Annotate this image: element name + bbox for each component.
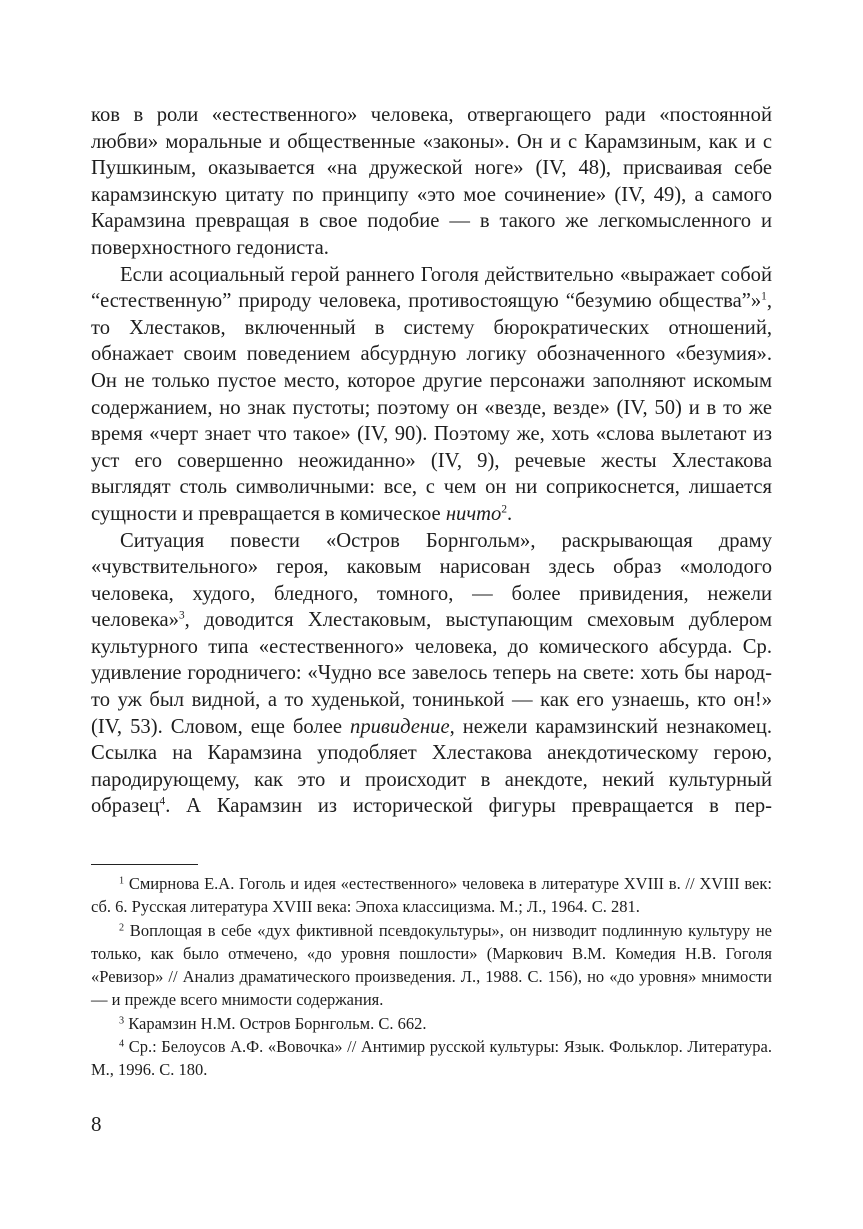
paragraph-2-italic: ничто xyxy=(445,502,502,525)
footnote-4 xyxy=(91,1035,772,1082)
footnote-number: 3 xyxy=(119,1015,125,1027)
paragraph-2-part-a: Если асоциальный герой раннего Гоголя действительно «выражает собой “естественную” природу человека, противостоящую “безумию общества”» xyxy=(91,263,772,313)
main-text xyxy=(91,102,772,820)
footnote-ref-1[interactable]: 1 xyxy=(761,290,767,303)
paragraph-2 xyxy=(91,262,772,528)
footnote-ref-2[interactable]: 2 xyxy=(501,503,508,516)
footnotes xyxy=(91,872,772,1082)
footnote-number: 4 xyxy=(119,1038,125,1050)
paragraph-2-part-c: . xyxy=(507,502,513,525)
footnote-3 xyxy=(91,1012,772,1035)
footnote-number: 1 xyxy=(119,875,125,887)
footnote-ref-4[interactable]: 4 xyxy=(159,796,166,809)
paragraph-3-italic: привидение xyxy=(350,715,450,738)
footnote-text: Смирнова Е.А. Гоголь и идея «естественного» человека в литературе XVIII в. // XVIII век: сб. 6. Русская литература XVIII века: Эпоха классицизма. М.; Л., 1964. С. 281. xyxy=(91,874,772,917)
paragraph-3-part-c: , нежели карамзинский незнакомец. Ссылка на Карамзина уподобляет Хлестакова анекдотическому герою, пародирующему, как это и происходит в анекдоте, некий культурный образец xyxy=(91,715,772,818)
paragraph-3-part-b: , доводится Хлестаковым, выступающим смеховым дублером культурного типа «естественного» человека, до комического абсурда. Ср. удивление городничего: «Чудно все завелось теперь на свете: хоть бы народ-то уж был видной, а то худенькой, тонинькой — как его узнаешь, кто он!» (IV, 53). Словом, еще более xyxy=(91,609,772,738)
paragraph-3 xyxy=(91,528,772,821)
paragraph-1: ков в роли «естественного» человека, отвергающего ради «постоянной любви» моральные и общественные «законы». Он и с Карамзиным, как и с Пушкиным, оказывается «на дружеской ноге» (IV, 48), присваивая себе карамзинскую цитату по принципу «это мое сочинение» (IV, 49), а самого Карамзина превращая в свое подобие — в такого же легкомысленного и поверхностного гедониста. xyxy=(91,104,772,259)
paragraph-3-part-d: . А Карамзин из исторической фигуры превращается в пер- xyxy=(165,795,772,818)
footnote-2 xyxy=(91,919,772,1012)
footnote-text: Ср.: Белоусов А.Ф. «Вовочка» // Антимир русской культуры: Язык. Фольклор. Литература. М., 1996. С. 180. xyxy=(91,1037,772,1080)
page-number: 8 xyxy=(91,1112,102,1136)
footnote-ref-3[interactable]: 3 xyxy=(178,609,185,622)
footnote-text: Карамзин Н.М. Остров Борнгольм. С. 662. xyxy=(124,1013,427,1033)
footnote-number: 2 xyxy=(119,921,125,933)
paragraph-2-part-b: , то Хлестаков, включенный в систему бюрократических отношений, обнажает своим поведением абсурдную логику обозначенного «безумия». Он не только пустое место, которое другие персонажи заполняют искомым содержанием, но знак пустоты; поэтому он «везде, везде» (IV, 50) и в то же время «черт знает что такое» (IV, 90). Поэтому же, хоть «слова вылетают из уст его совершенно неожиданно» (IV, 9), речевые жесты Хлестакова выглядят столь символичными: все, с чем он ни соприкоснется, лишается сущности и превращается в комическое xyxy=(91,290,772,525)
footnote-divider xyxy=(91,864,198,865)
footnote-1 xyxy=(91,872,772,919)
paragraph-3-part-a: Ситуация повести «Остров Борнгольм», раскрывающая драму «чувствительного» героя, каковым нарисован здесь образ «молодого человека, худого, бледного, томного, — более привидения, нежели человека» xyxy=(91,529,772,632)
footnote-text: Воплощая в себе «дух фиктивной псевдокультуры», он низводит подлинную культуру не только, как было отмечено, «до уровня пошлости» (Маркович В.М. Комедия Н.В. Гоголя «Ревизор» // Анализ драматического произведения. Л., 1988. С. 156), но «до уровня» мнимости — и прежде всего мнимости содержания. xyxy=(91,920,772,1010)
